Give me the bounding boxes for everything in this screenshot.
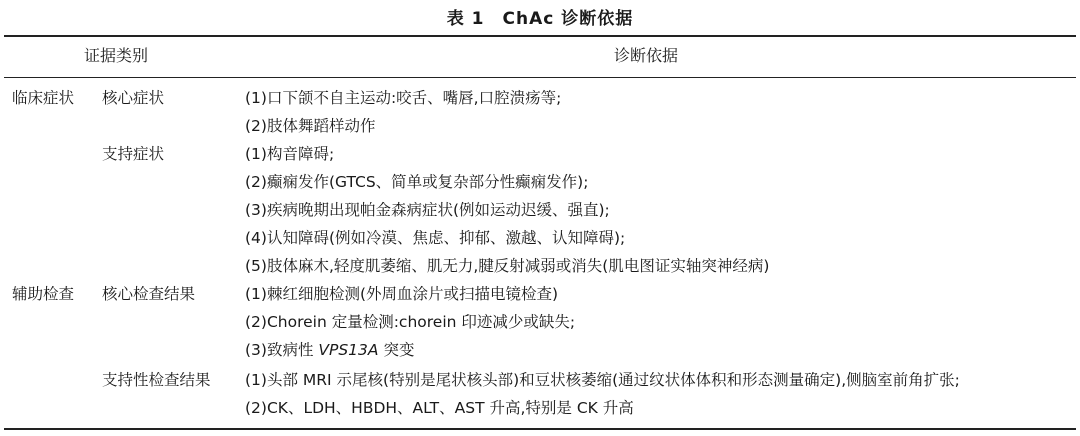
row-prefix: (3)致病性	[245, 341, 319, 359]
category-clinical-symptoms: 临床症状	[12, 89, 75, 107]
subgroup-supporting-symptoms: 支持症状	[102, 145, 165, 163]
table-row: (4)认知障碍(例如冷漠、焦虑、抑郁、激越、认知障碍);	[245, 229, 626, 247]
bottom-rule	[4, 428, 1076, 430]
subgroup-supporting-exam-results: 支持性检查结果	[102, 371, 211, 389]
table-row: (2)癫痫发作(GTCS、简单或复杂部分性癫痫发作);	[245, 173, 589, 191]
table-row	[245, 340, 414, 360]
table-row: (5)肢体麻木,轻度肌萎缩、肌无力,腱反射减弱或消失(肌电图证实轴突神经病)	[245, 257, 770, 275]
row-suffix: 突变	[378, 341, 415, 359]
category-auxiliary-exams: 辅助检查	[12, 285, 75, 303]
table-row: (1)构音障碍;	[245, 145, 335, 163]
table-row: (2)CK、LDH、HBDH、ALT、AST 升高,特别是 CK 升高	[245, 399, 634, 417]
table-row: (1)口下颌不自主运动:咬舌、嘴唇,口腔溃疡等;	[245, 89, 562, 107]
table-row: (2)Chorein 定量检测:chorein 印迹减少或缺失;	[245, 313, 576, 331]
top-rule	[4, 35, 1076, 37]
gene-name: VPS13A	[318, 341, 379, 359]
header-evidence-category: 证据类别	[84, 46, 149, 65]
table-row: (1)头部 MRI 示尾核(特别是尾状核头部)和豆状核萎缩(通过纹状体体积和形态测量确定),侧脑室前角扩张;	[245, 371, 960, 389]
table-row: (1)棘红细胞检测(外周血涂片或扫描电镜检查)	[245, 285, 559, 303]
header-diagnostic-basis: 诊断依据	[614, 46, 679, 65]
header-rule	[4, 77, 1076, 78]
table-row: (3)疾病晚期出现帕金森病症状(例如运动迟缓、强直);	[245, 201, 610, 219]
table-row: (2)肢体舞蹈样动作	[245, 117, 376, 135]
subgroup-core-symptoms: 核心症状	[102, 89, 165, 107]
table-caption: 表 1 ChAc 诊断依据	[446, 9, 634, 29]
subgroup-core-exam-results: 核心检查结果	[102, 285, 196, 303]
